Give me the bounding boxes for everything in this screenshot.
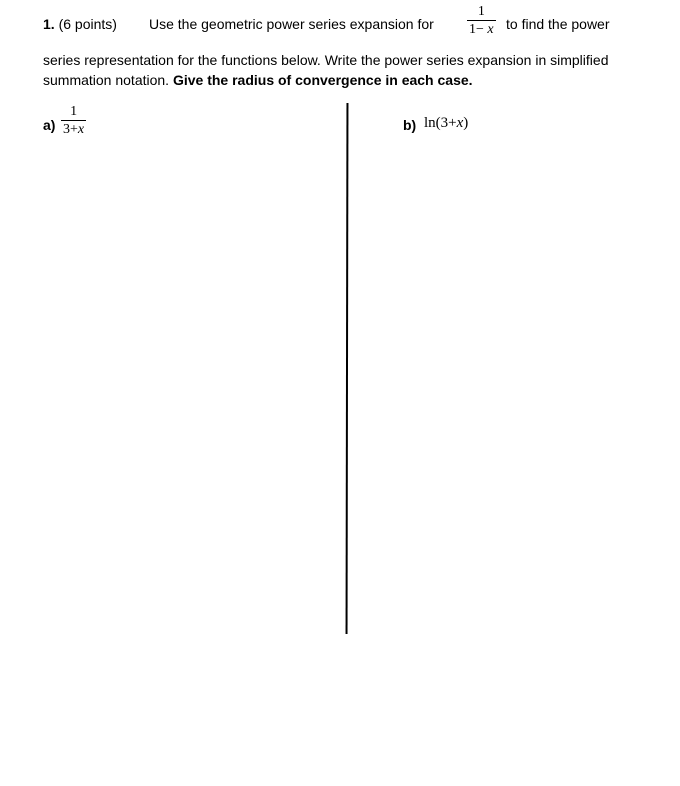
part-a-numerator: 1 [70, 104, 78, 119]
part-a-denominator-const: 3+ [63, 122, 78, 137]
given-fraction-numerator: 1 [477, 4, 485, 19]
part-b-expression [424, 115, 468, 132]
part-b-close-paren: ) [463, 115, 469, 131]
given-fraction [467, 4, 496, 37]
problem-header-line [43, 4, 663, 47]
part-a-denominator [61, 121, 86, 137]
problem-continuation-text: series representation for the functions below. Write the power series expansion in simplified summation notation. [43, 52, 609, 88]
column-divider [346, 103, 349, 634]
problem-number: 1. [43, 16, 55, 32]
given-fraction-denominator [467, 21, 496, 37]
part-b-function: ln(3+ [424, 115, 457, 131]
problem-points: (6 points) [58, 16, 117, 32]
given-fraction-denominator-const: 1− [469, 22, 484, 37]
given-fraction-denominator-var: x [487, 22, 494, 37]
part-a-label: a) [43, 117, 56, 133]
part-b-label: b) [403, 117, 417, 133]
problem-intro-text: Use the geometric power series expansion for [149, 16, 434, 32]
part-a-denominator-var: x [77, 122, 85, 137]
part-a-expression [61, 104, 86, 137]
problem-after-fraction-text: to find the power [506, 16, 610, 32]
problem-number-group [43, 17, 117, 31]
problem-bold-instruction: Give the radius of convergence in each case. [172, 72, 473, 88]
part-b-variable: x [456, 115, 464, 131]
problem-instructions [43, 50, 663, 90]
